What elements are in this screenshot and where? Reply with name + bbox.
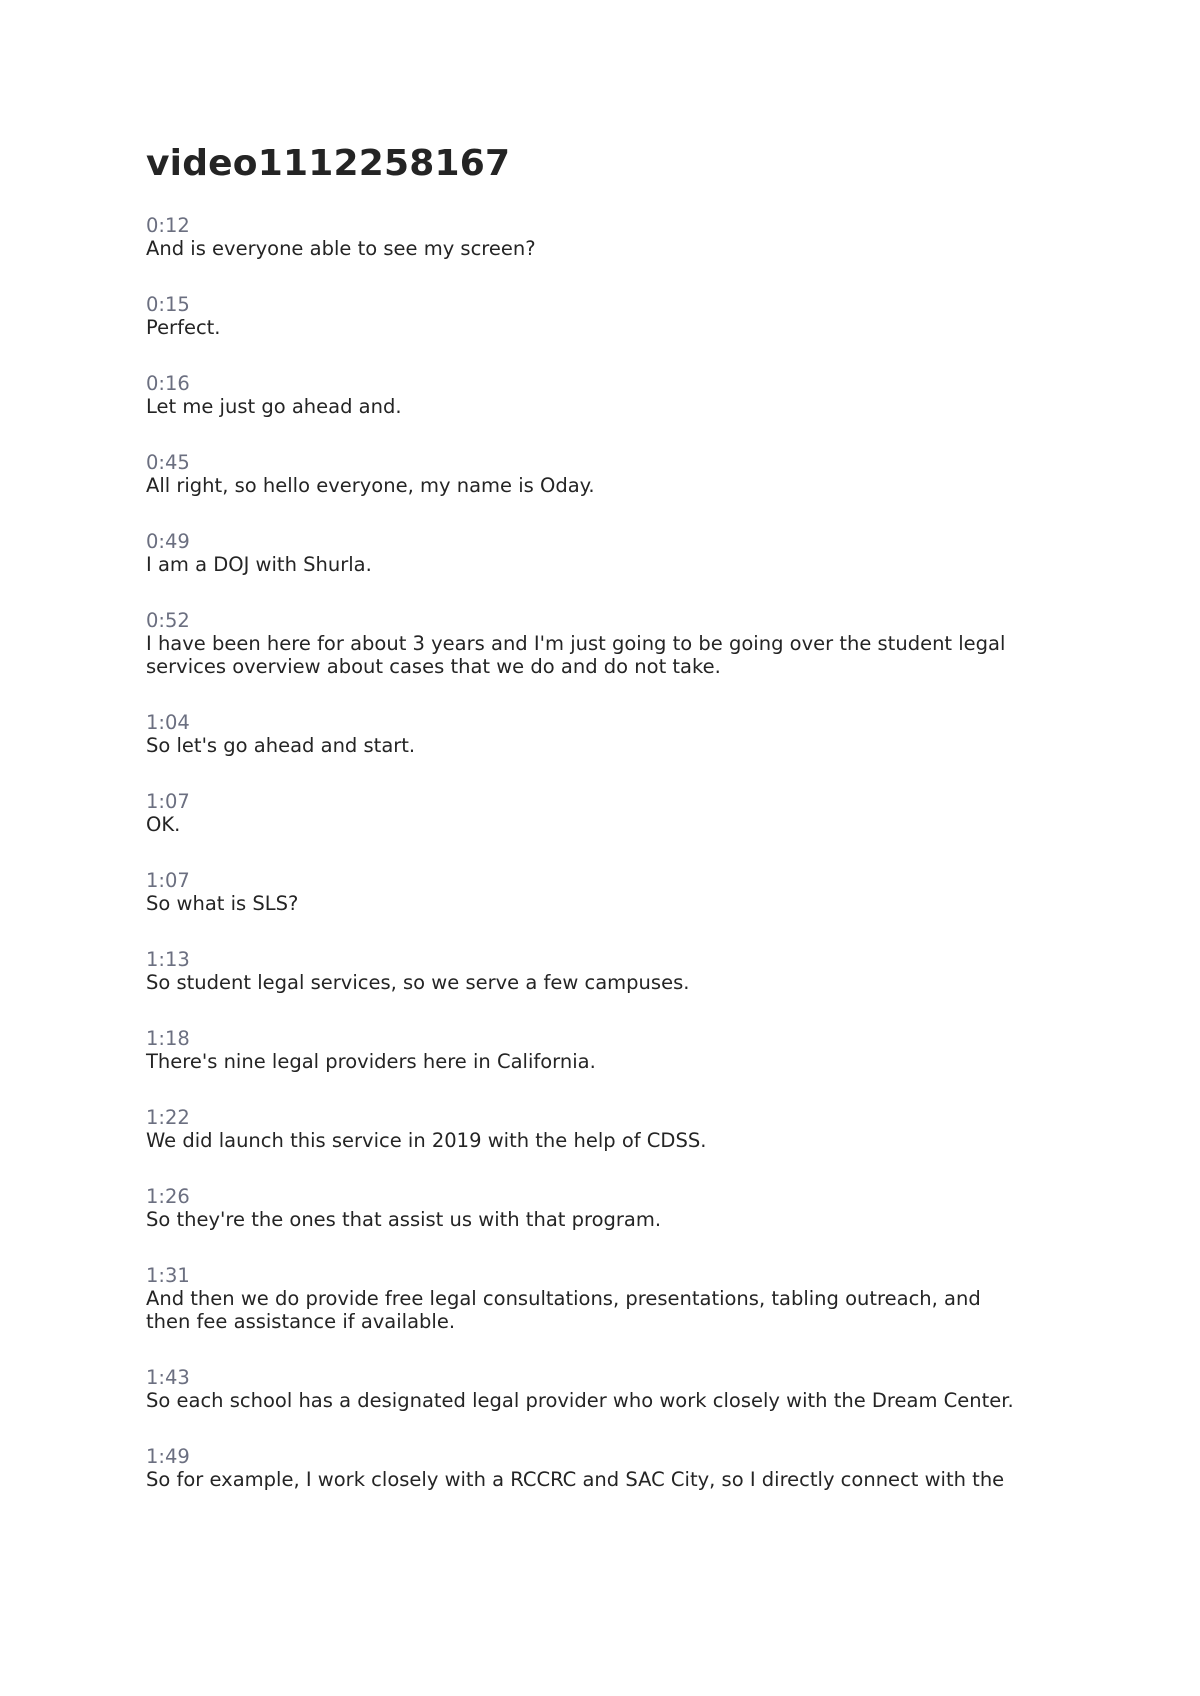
transcript-entry	[146, 1027, 1080, 1073]
transcript-entry	[146, 711, 1080, 757]
timestamp: 1:04	[146, 711, 190, 734]
transcript-text: So each school has a designated legal provider who work closely with the Dream Center.	[146, 1389, 1014, 1412]
transcript-entry	[146, 869, 1080, 915]
transcript-text: I have been here for about 3 years and I'm just going to be going over the student legal services overview about cases that we do and do not take.	[146, 632, 1006, 678]
transcript-entry	[146, 530, 1080, 576]
timestamp: 1:26	[146, 1185, 190, 1208]
transcript-text: And is everyone able to see my screen?	[146, 237, 536, 260]
timestamp: 0:15	[146, 293, 190, 316]
transcript-text: So they're the ones that assist us with that program.	[146, 1208, 662, 1231]
transcript-entry	[146, 451, 1080, 497]
timestamp: 0:45	[146, 451, 190, 474]
transcript-entry	[146, 1264, 1080, 1333]
transcript-entry	[146, 609, 1080, 678]
transcript-text: So student legal services, so we serve a few campuses.	[146, 971, 690, 994]
transcript-entry	[146, 790, 1080, 836]
transcript-text: There's nine legal providers here in California.	[146, 1050, 596, 1073]
timestamp: 1:31	[146, 1264, 190, 1287]
document-title: video1112258167	[146, 143, 511, 184]
timestamp: 1:07	[146, 790, 190, 813]
transcript-entry	[146, 372, 1080, 418]
transcript-text: So let's go ahead and start.	[146, 734, 416, 757]
timestamp: 1:49	[146, 1445, 190, 1468]
transcript-text: OK.	[146, 813, 181, 836]
timestamp: 1:43	[146, 1366, 190, 1389]
timestamp: 0:16	[146, 372, 190, 395]
timestamp: 0:49	[146, 530, 190, 553]
transcript-entry	[146, 214, 1080, 260]
transcript-text: So for example, I work closely with a RCCRC and SAC City, so I directly connect with the	[146, 1468, 1005, 1491]
transcript-text: And then we do provide free legal consultations, presentations, tabling outreach, and then fee assistance if available.	[146, 1287, 981, 1333]
timestamp: 1:18	[146, 1027, 190, 1050]
transcript-entry	[146, 1106, 1080, 1152]
timestamp: 1:22	[146, 1106, 190, 1129]
transcript-entry	[146, 1445, 1080, 1491]
transcript-entry	[146, 1366, 1080, 1412]
timestamp: 0:52	[146, 609, 190, 632]
transcript-entry	[146, 948, 1080, 994]
transcript-entry	[146, 1185, 1080, 1231]
timestamp: 0:12	[146, 214, 190, 237]
transcript-text: I am a DOJ with Shurla.	[146, 553, 372, 576]
transcript-entry	[146, 293, 1080, 339]
transcript-list	[146, 214, 1080, 1491]
timestamp: 1:13	[146, 948, 190, 971]
transcript-text: So what is SLS?	[146, 892, 299, 915]
transcript-text: Perfect.	[146, 316, 221, 339]
timestamp: 1:07	[146, 869, 190, 892]
transcript-text: All right, so hello everyone, my name is Oday.	[146, 474, 595, 497]
transcript-text: Let me just go ahead and.	[146, 395, 402, 418]
transcript-text: We did launch this service in 2019 with the help of CDSS.	[146, 1129, 707, 1152]
